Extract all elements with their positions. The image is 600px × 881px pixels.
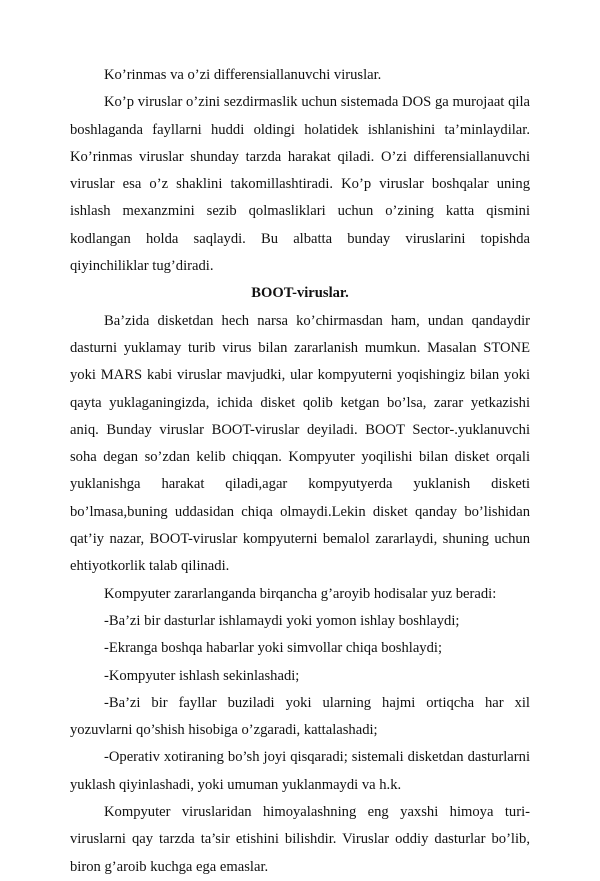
heading-boot-viruses: BOOT-viruslar. xyxy=(251,285,349,302)
list-item-symptom-5: -Operativ xotiraning bo’sh joyi qisqaradi; sistemali disketdan dasturlarni yuklash qiyinlashadi, yoki umuman yuklanmaydi va h.k. xyxy=(70,749,530,793)
list-item-symptom-4: -Ba’zi bir fayllar buziladi yoki ularning hajmi ortiqcha har xil yozuvlarni qo’shish hisobiga o’zgaradi, kattalashadi; xyxy=(70,694,530,739)
list-item-symptom-3: -Kompyuter ishlash sekinlashadi; xyxy=(104,667,300,684)
section-subtitle: Ko’rinmas va o’zi differensiallanuvchi viruslar. xyxy=(104,67,382,83)
paragraph-stealth-viruses: Ko’p viruslar o’zini sezdirmaslik uchun sistemada DOS ga murojaat qila boshlaganda fayllarni huddi oldingi holatidek ishlanishini ta’minlaydilar. Ko’rinmas viruslar shunday tarzda harakat qiladi. O’zi differensiallanuvchi viruslar esa o’z shaklini takomillashtiradi. Ko’p viruslar boshqalar uning ishlash mexanzmini sezib qolmasliklari uchun o’zining katta qismini kodlangan holda saqlaydi. Bu albatta bunday viruslarini topishda qiyinchiliklar tug’diradi. xyxy=(70,94,530,275)
paragraph-symptoms-intro: Kompyuter zararlanganda birqancha g’aroyib hodisalar yuz beradi: xyxy=(104,585,497,602)
list-item-symptom-1: -Ba’zi bir dasturlar ishlamaydi yoki yomon ishlay boshlaydi; xyxy=(104,612,460,629)
paragraph-boot-viruses: Ba’zida disketdan hech narsa ko’chirmasdan ham, undan qandaydir dasturni yuklamay turib virus bilan zararlanish mumkun. Masalan STONE yoki MARS kabi viruslar mavjudki, ular kompyuterni yoqishingiz bilan yoki qayta yuklaganingizda, ichida disket qolib ketgan bo’lsa, zarar yetkazishi aniq. Bunday viruslar BOOT-viruslar deyiladi. BOOT Sector-.yuklanuvchi soha degan so’zdan kelib chiqqan. Kompyuter yoqilishi bilan disket orqali yuklanishga harakat qiladi,agar kompyutyerda yuklanish disketi bo’lmasa,buning uddasidan chiqa olmaydi.Lekin disket qanday bo’lishidan qat’iy nazar, BOOT-viruslar kompyuterni bemalol zararlaydi, shuning uchun ehtiyotkorlik talab qilinadi. xyxy=(70,312,530,575)
paragraph-protection: Kompyuter viruslaridan himoyalashning eng yaxshi himoya turi-viruslarni qay tarzda ta’sir etishini bilishdir. Viruslar oddiy dasturlar bo’lib, biron g’aroib kuchga ega emaslar. xyxy=(70,804,530,875)
list-item-symptom-2: -Ekranga boshqa habarlar yoki simvollar chiqa boshlaydi; xyxy=(104,640,442,657)
